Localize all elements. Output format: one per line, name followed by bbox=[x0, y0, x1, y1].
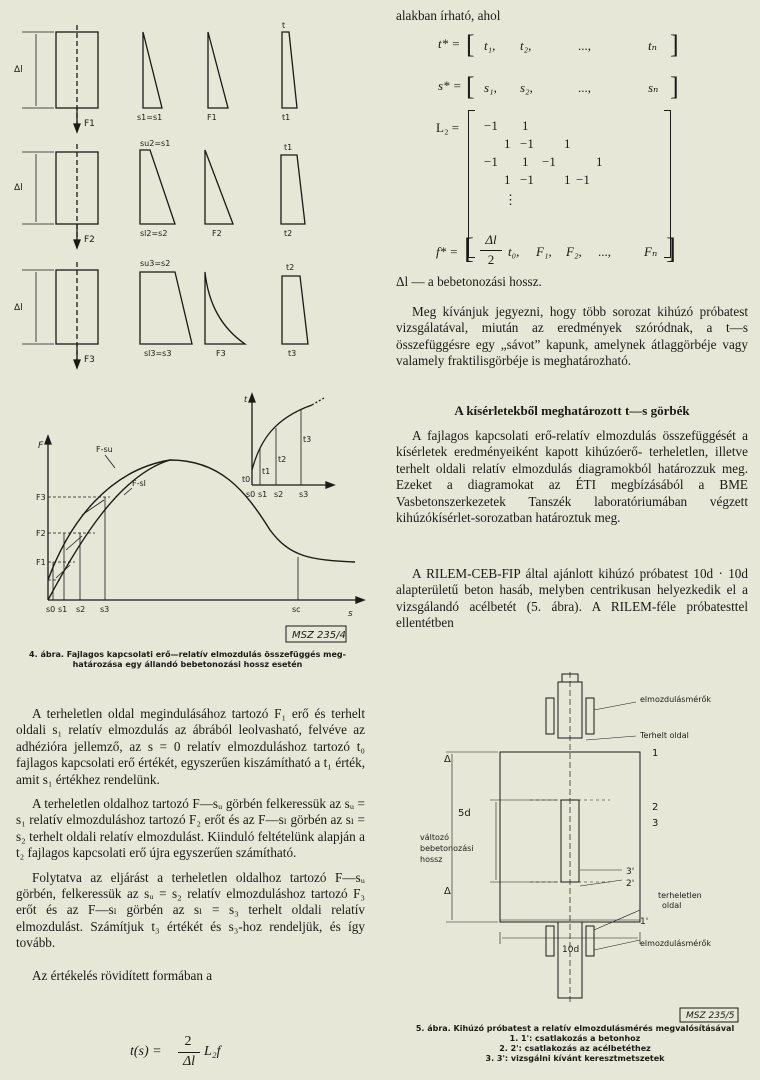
fig4-inset-t3: t3 bbox=[303, 435, 312, 444]
fig4-axis-F: F bbox=[38, 441, 44, 451]
fig4-su2-label: su2=s1 bbox=[140, 139, 171, 148]
fig4-inset-s3: s3 bbox=[299, 490, 309, 499]
fig4-inset-s0: s0 bbox=[246, 490, 256, 499]
fig4-F2-axis: F2 bbox=[36, 529, 46, 538]
section-heading: A kísérletekből meghatározott t—s görbék bbox=[454, 403, 690, 418]
fig4-F3-axis: F3 bbox=[36, 493, 46, 502]
fig4-sl2-label: sl2=s2 bbox=[140, 229, 168, 238]
fig4-inset-t1: t1 bbox=[262, 467, 271, 476]
figure-4-caption: 4. ábra. Fajlagos kapcsolati erő—relatív elmozdulás összefüggés meg- határozása egy állandó bebetonozási hossz esetén bbox=[29, 650, 346, 669]
fig5-gauges-top: elmozdulásmérők bbox=[640, 695, 712, 704]
fig4-sl3-label: sl3=s3 bbox=[144, 349, 172, 358]
left-para-3: Folytatva az eljárást a terheletlen oldalhoz tartozó F—sᵤ görbén, felkeressük az sᵤ = s₂ relatív elmozduláshoz tartozó F₃ erőt és az F—sₗ görbén az sₗ = s₃ terhelt oldali relatív elmozdulást. Számítjuk t₃ értékét és s₃-hoz rendeljük, és így tovább. bbox=[16, 869, 365, 951]
fig4-F1-diagram: F1 bbox=[207, 113, 217, 122]
fig5-gauges-bottom: elmozdulásmérők bbox=[640, 939, 712, 948]
right-para-1: Meg kívánjuk jegyezni, hogy több sorozat kihúzó próbatest vizsgálatával, miután az eredmények szóródnak, a t—s összefüggésre egy „sávot” kapunk, amelynek átlaggörbéje vagy valamely fraktilisgörbéje is meghatározható. bbox=[396, 304, 748, 369]
fig5-side: oldal bbox=[662, 901, 682, 910]
matrices: t* = [ t₁, t₂, ..., tₙ ] s* = [ s₁, s₂, ..., sₙ ] L₂ = −1 1 1 −1 1 −1 1 −1 1 1 −1 1 −1 ⋮ f* = [ Δl 2 t₀, F₁, F₂, ..., Fₙ ] bbox=[436, 30, 679, 267]
fig4-su3-label: su3=s2 bbox=[140, 259, 171, 268]
fig5-label-3p: 3' bbox=[626, 867, 635, 877]
fig4-s0-axis: s0 bbox=[46, 605, 56, 614]
fig4-axis-s: s bbox=[348, 609, 353, 619]
fig4-inset-t: t bbox=[244, 395, 248, 404]
fig5-loaded-side: Terhelt oldal bbox=[640, 731, 689, 740]
fig4-F2-diagram: F2 bbox=[212, 229, 222, 238]
fig4-t2-row2: t2 bbox=[284, 229, 293, 238]
fig4-s2-axis: s2 bbox=[76, 605, 86, 614]
fig5-unloaded: terheletlen bbox=[658, 891, 702, 900]
fig4-F1-row1: F1 bbox=[84, 119, 95, 129]
fig4-F1-axis: F1 bbox=[36, 558, 46, 567]
figure-4 bbox=[0, 0, 375, 660]
fig5-hossz: hossz bbox=[420, 855, 443, 864]
fig5-10d: 10d bbox=[562, 945, 580, 955]
fig5-delta-bottom: Δ bbox=[444, 886, 451, 897]
fig4-Fsu-label: F-su bbox=[96, 445, 113, 454]
fig5-label-2: 2 bbox=[652, 802, 659, 813]
right-intro: alakban írható, ahol bbox=[396, 8, 501, 23]
fig5-bebetonozasi: bebetonozási bbox=[420, 844, 474, 853]
fig4-inset-t0: t0 bbox=[242, 475, 251, 484]
fig4-dl-label-2: Δl bbox=[14, 183, 23, 193]
fig5-5d: 5d bbox=[458, 808, 471, 819]
equation-ts: t(s) = 2 Δl L₂f bbox=[130, 1034, 221, 1069]
fig5-label-1: 1 bbox=[652, 748, 659, 759]
left-column bbox=[16, 706, 365, 984]
fig5-delta: Δ bbox=[444, 754, 451, 765]
right-para-2: A fajlagos kapcsolati erő-relatív elmozdulás összefüggését a kísérletek eredményeiként kapott kihúzóerő- terheletlen, illetve terhelt oldali relatív elmozdulás diagramokból határozzuk meg. Ezeket a diagramokat az ÉTI megbízásából a BME Vasbetonszerkezetek Tanszék laboratóriumában végzett kihúzókísérlet-sorozatban határoztuk meg. bbox=[396, 428, 748, 526]
left-para-4: Az értékelés rövidített formában a bbox=[32, 967, 213, 983]
fig4-s3-axis: s3 bbox=[100, 605, 110, 614]
dl-definition: Δl — a bebetonozási hossz. bbox=[396, 274, 542, 289]
fig5-label-3: 3 bbox=[652, 818, 659, 829]
figure-5 bbox=[390, 660, 760, 1030]
fig4-s1-label: s1=s1 bbox=[137, 113, 163, 122]
fig4-stamp: MSZ 235/4 bbox=[292, 630, 346, 641]
fig4-sc-axis: sc bbox=[292, 605, 301, 614]
fig4-dl-label-1: Δl bbox=[14, 65, 23, 75]
fig4-Fsl-label: F-sl bbox=[132, 479, 146, 488]
fig4-F3-row3: F3 bbox=[84, 355, 95, 365]
fig4-F2-row2: F2 bbox=[84, 235, 95, 245]
fig4-t1-diagram: t1 bbox=[282, 113, 291, 122]
figure-5-caption: 5. ábra. Kihúzó próbatest a relatív elmozdulásmérés megvalósításával 1. 1': csatlakozás a betonhoz 2. 2': csatlakozás az acélbetéthez 3. 3': vizsgálni kívánt keresztmetszetek bbox=[415, 1024, 735, 1063]
fig4-inset-t2: t2 bbox=[278, 455, 287, 464]
fig4-t-top: t bbox=[282, 21, 286, 30]
left-para-2: A terheletlen oldalhoz tartozó F—sᵤ görbén felkeressük az sᵤ = s₁ relatív elmozduláshoz tartozó F₂ erőt és az F—sₗ görbén az sₗ = s₂ terhelt oldali relatív elmozdulást. Kiinduló feltételünk alapján a t₂ fajlagos kapcsolati erő újra egyszerűen számítható. bbox=[16, 796, 365, 861]
fig5-label-1p: 1' bbox=[640, 917, 649, 927]
fig4-inset-s1: s1 bbox=[258, 490, 268, 499]
fig4-dl-label-3: Δl bbox=[14, 303, 23, 313]
fig5-label-2p: 2' bbox=[626, 879, 635, 889]
fig4-inset-s2: s2 bbox=[274, 490, 284, 499]
fig5-stamp: MSZ 235/5 bbox=[686, 1011, 735, 1021]
fig4-t2-row3: t2 bbox=[286, 263, 295, 272]
fig4-t3-row3: t3 bbox=[288, 349, 297, 358]
left-para-1: A terheletlen oldal megindulásához tartozó F₁ erő és terhelt oldali s₁ relatív elmozdulás az ábrából leolvasható, felvéve az adhézióra jellemző, az s = 0 relatív elmozduláshoz tartozó t₀ fajlagos kapcsolati erő értékét, egyszerűen kiszámítható a t₁ érték, amit s₁ értékhez rendelünk. bbox=[16, 706, 365, 787]
right-para-3: A RILEM-CEB-FIP által ajánlott kihúzó próbatest 10d · 10d alapterületű beton hasáb, melyben centrikusan helyezkedik el a vizsgálandó acélbetét (5. ábra). A RILEM-féle próbatesttel ellentétben bbox=[396, 566, 748, 631]
fig5-valtozo: változó bbox=[420, 833, 449, 842]
fig4-F3-diagram: F3 bbox=[216, 349, 226, 358]
fig4-t1-row2: t1 bbox=[284, 143, 293, 152]
fig4-s1-axis: s1 bbox=[58, 605, 68, 614]
